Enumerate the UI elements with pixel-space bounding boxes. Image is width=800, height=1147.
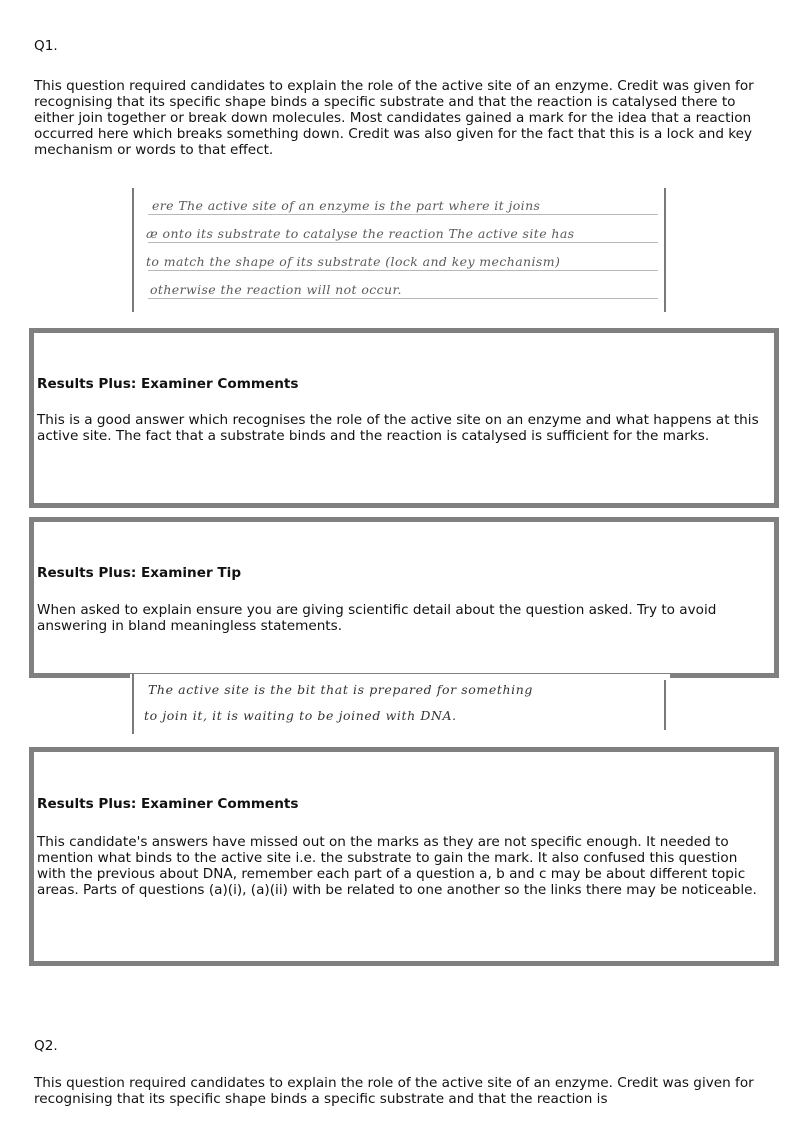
box-title: Results Plus: Examiner Tip xyxy=(37,565,242,581)
box-title: Results Plus: Examiner Comments xyxy=(37,796,299,812)
q1-paragraph: This question required candidates to explain the role of the active site of an enzyme. Credit was given for recognising that its specific shape binds a specific substrate and that the reaction is catalysed there to either join together or break down molecules. Most candidates gained a mark for the idea that a reaction occurred here which breaks something down. Credit was also given for the fact that this is a lock and key mechanism or words to that effect. xyxy=(34,78,754,158)
answer-line: to join it, it is waiting to be joined with DNA. xyxy=(144,708,457,723)
answer-line: æ onto its substrate to catalyse the reaction The active site has xyxy=(146,226,575,241)
answer-line: to match the shape of its substrate (lock and key mechanism) xyxy=(146,254,561,269)
box-body: When asked to explain ensure you are giving scientific detail about the question asked. Try to avoid answering in bland meaningless statements. xyxy=(37,602,717,634)
handwritten-answer-2 xyxy=(130,674,670,736)
box-body: This candidate's answers have missed out on the marks as they are not specific enough. It needed to mention what binds to the active site i.e. the substrate to gain the mark. It also confused this question with the previous about DNA, remember each part of a question a, b and c may be about different topic areas. Parts of questions (a)(i), (a)(ii) with be related to one another so the links there may be noticeable. xyxy=(37,834,757,898)
examiner-comments-box xyxy=(29,747,779,966)
handwritten-answer-1 xyxy=(132,186,668,314)
q2-paragraph: This question required candidates to explain the role of the active site of an enzyme. Credit was given for recognising that its specific shape binds a specific substrate and that the reaction is xyxy=(34,1075,754,1107)
examiner-tip-box xyxy=(29,517,779,678)
box-body: This is a good answer which recognises the role of the active site on an enzyme and what happens at this active site. The fact that a substrate binds and the reaction is catalysed is sufficient for the marks. xyxy=(37,412,759,444)
examiner-comments-box xyxy=(29,328,779,508)
q1-heading: Q1. xyxy=(34,38,58,54)
answer-line: The active site is the bit that is prepared for something xyxy=(148,682,533,697)
q2-heading: Q2. xyxy=(34,1038,58,1054)
box-title: Results Plus: Examiner Comments xyxy=(37,376,299,392)
answer-line: otherwise the reaction will not occur. xyxy=(150,282,402,297)
answer-line: ere The active site of an enzyme is the part where it joins xyxy=(152,198,541,213)
